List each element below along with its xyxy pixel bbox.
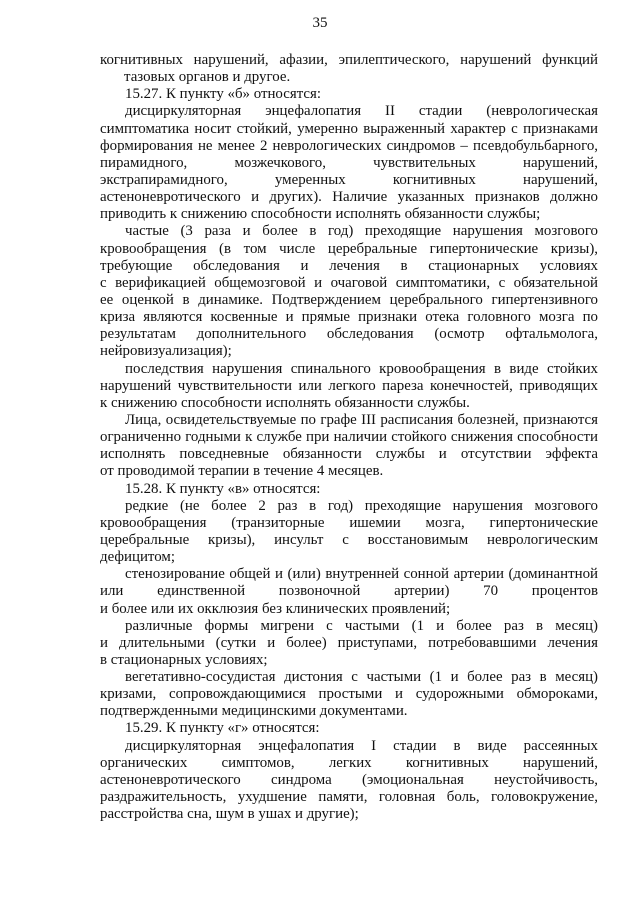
text-line: криза являются косвенные и прямые признаки отека головного мозга по <box>100 309 598 326</box>
text-line: подтвержденными медицинскими документами. <box>100 703 408 720</box>
text-line: вегетативно-сосудистая дистония с частыми (1 и более раз в месяц) <box>125 669 598 686</box>
text-line: ограниченно годными к службе при наличии стойкого снижения способности <box>100 429 598 446</box>
text-line: тазовых органов и другое. <box>124 69 291 86</box>
text-line: формирования не менее 2 неврологических синдромов – псевдобульбарного, <box>100 137 598 154</box>
text-line: различные формы мигрени с частыми (1 и более раз в месяц) <box>125 617 598 634</box>
page-number: 35 <box>312 15 328 31</box>
text-line: дисциркуляторная энцефалопатия I стадии в виде рассеянных <box>125 737 598 754</box>
section-heading-15-27: 15.27. К пункту «б» относятся: <box>125 86 321 103</box>
text-line: когнитивных нарушений, афазии, эпилептического, нарушений функций <box>100 52 598 68</box>
text-line: органических симптомов, легких когнитивных нарушений, <box>100 754 598 771</box>
section-heading-15-29: 15.29. К пункту «г» относятся: <box>125 720 320 737</box>
text-line: Лица, освидетельствуемые по графе III расписания болезней, признаются <box>125 411 598 428</box>
text-line: результатам дополнительного обследования (осмотр офтальмолога, <box>100 326 598 343</box>
text-line: или единственной позвоночной артерии) 70 процентов <box>100 583 598 600</box>
text-line: раздражительность, ухудшение памяти, головная боль, головокружение, <box>100 789 598 806</box>
text-line: частые (3 раза и более в год) преходящие нарушения мозгового <box>125 223 598 240</box>
text-line: исполнять повседневные обязанности службы и отсутствии эффекта <box>100 446 598 463</box>
text-line: пирамидного, мозжечкового, чувствительных нарушений, <box>100 154 598 171</box>
text-line: астеноневротического синдрома (эмоциональная неустойчивость, <box>100 771 598 788</box>
text-line: дефицитом; <box>100 549 175 566</box>
text-line: требующие обследования и лечения в стационарных условиях <box>100 257 598 274</box>
section-heading-15-28: 15.28. К пункту «в» относятся: <box>125 480 321 497</box>
text-line: кризами, сопровождающимися простыми и судорожными обмороками, <box>100 686 598 703</box>
text-line: нейровизуализация); <box>100 343 232 360</box>
text-line: симптоматика носит стойкий, умеренно выраженный характер с признаками <box>100 120 598 137</box>
text-line: и более или их окклюзия без клинических проявлений; <box>100 600 451 617</box>
text-line: нарушений чувствительности или легкого пареза конечностей, приводящих <box>100 377 598 394</box>
text-line: экстрапирамидного, умеренных когнитивных нарушений, <box>100 171 598 188</box>
text-line: и длительными (сутки и более) приступами, потребовавшими лечения <box>100 634 598 651</box>
text-line: расстройства сна, шум в ушах и другие); <box>100 806 359 823</box>
text-line: приводить к снижению способности исполнять обязанности службы; <box>100 206 541 223</box>
text-line: дисциркуляторная энцефалопатия II стадии (неврологическая <box>125 103 598 120</box>
text-line: редкие (не более 2 раз в год) преходящие нарушения мозгового <box>125 497 598 514</box>
text-line: к снижению способности исполнять обязанности службы. <box>100 394 470 411</box>
text-line: кровообращения (в том числе церебральные гипертонические кризы), <box>100 240 598 257</box>
text-line: стенозирование общей и (или) внутренней сонной артерии (доминантной <box>125 566 598 583</box>
text-line: ее оценкой в динамике. Подтверждением церебрального гипертензивного <box>100 291 598 308</box>
text-line: последствия нарушения спинального кровообращения в виде стойких <box>125 360 598 377</box>
text-line: кровообращения (транзиторные ишемии мозга, гипертонические <box>100 514 598 531</box>
text-line: астеноневротического и других). Наличие указанных признаков должно <box>100 189 598 206</box>
text-line: в стационарных условиях; <box>100 651 268 668</box>
text-line: церебральные кризы), инсульт с восстановимым неврологическим <box>100 531 598 548</box>
text-line: от проводимой терапии в течение 4 месяцев. <box>100 463 384 480</box>
document-body <box>100 52 598 823</box>
text-line: с верификацией общемозговой и очаговой симптоматики, с обязательной <box>100 274 598 291</box>
